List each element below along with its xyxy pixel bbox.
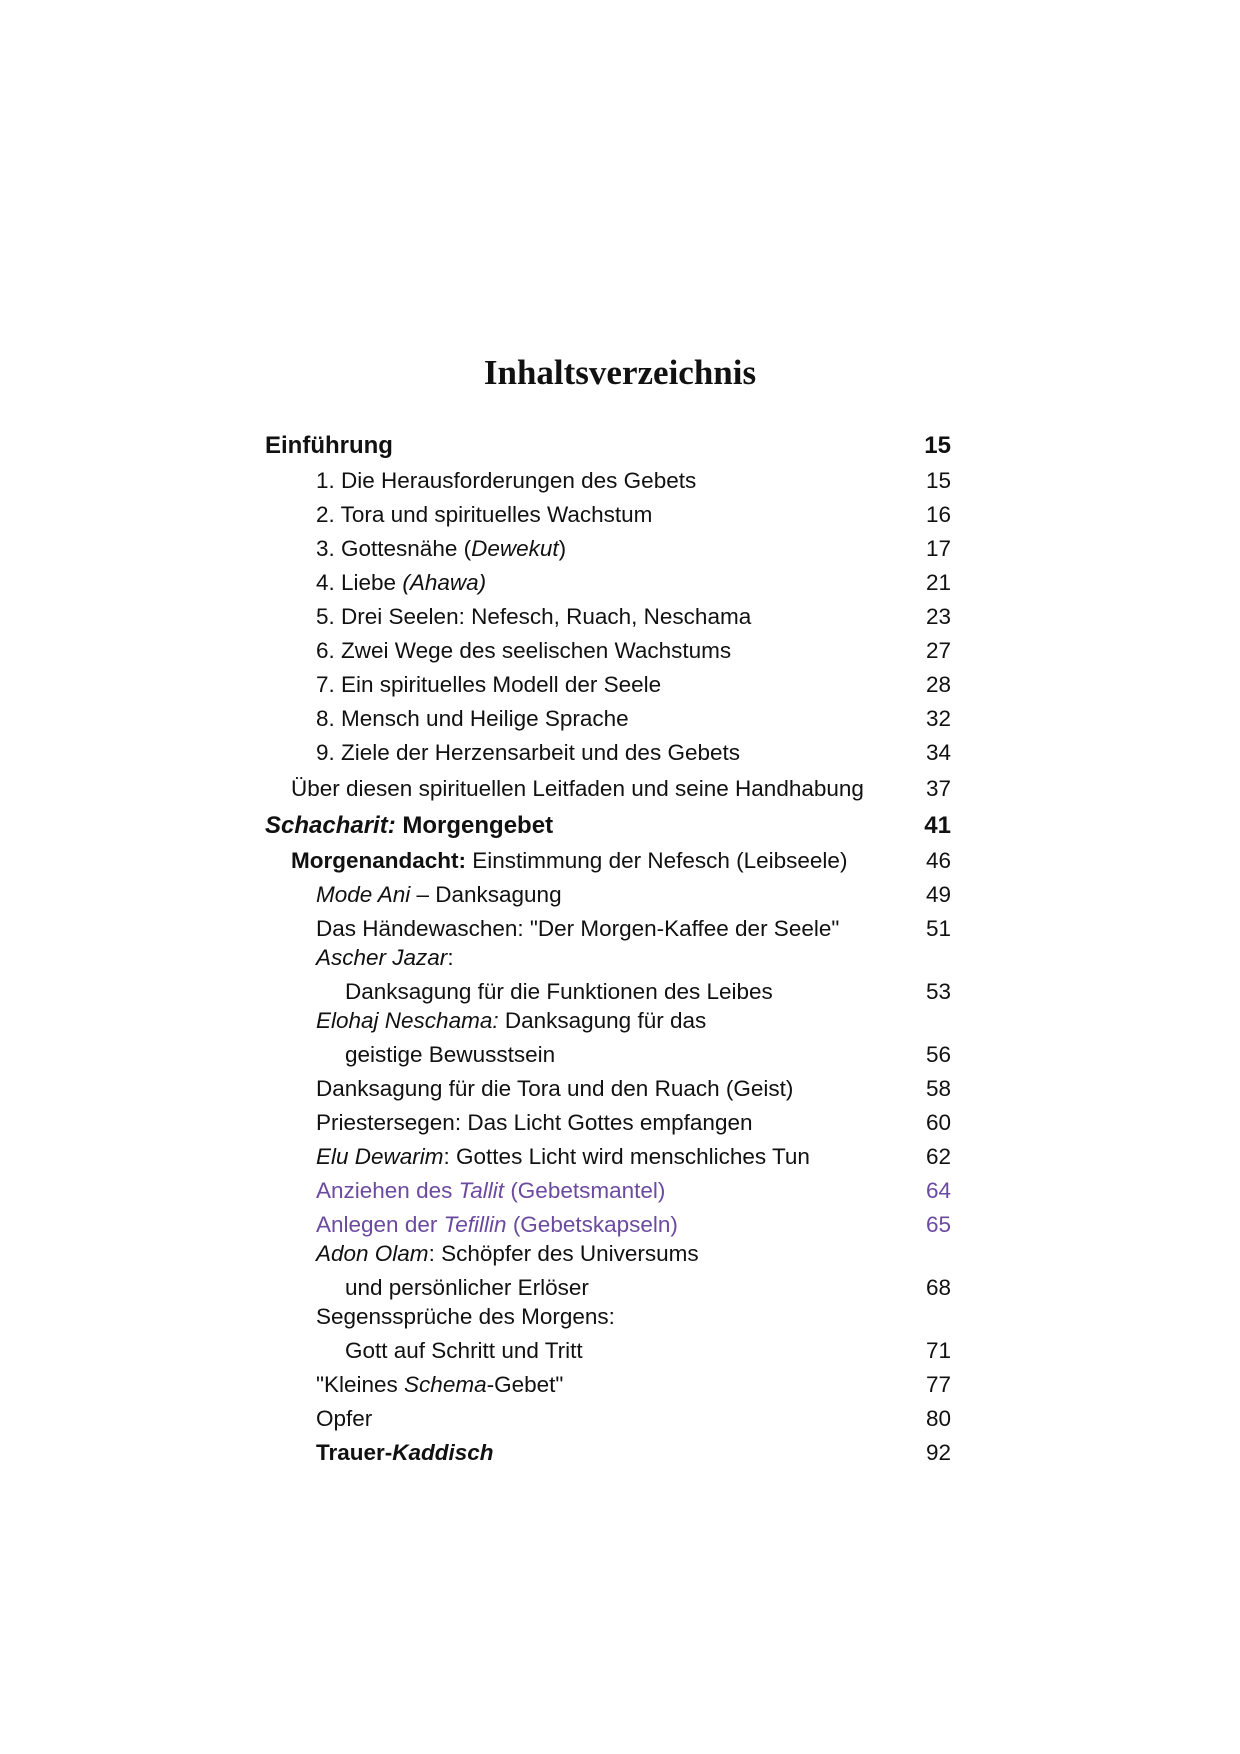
page-title: Inhaltsverzeichnis	[483, 353, 757, 392]
toc-chapter-7[interactable]	[265, 662, 951, 696]
toc-entry-label: 9. Ziele der Herzensarbeit und des Gebets	[316, 739, 740, 765]
toc-entry-label: 3. Gottesnähe (Dewekut)	[316, 535, 567, 561]
toc-entry-label: Trauer-Kaddisch	[316, 1439, 494, 1465]
table-of-contents	[265, 420, 951, 1464]
toc-entry-label: 4. Liebe (Ahawa)	[316, 569, 487, 595]
toc-chapter-9[interactable]	[265, 730, 951, 764]
toc-entry-label: "Kleines Schema-Gebet"	[316, 1371, 564, 1397]
toc-entry-priestersegen[interactable]	[265, 1100, 951, 1134]
toc-page-number: 60	[925, 1109, 951, 1135]
toc-entry-segenssprueche-cont[interactable]	[265, 1328, 951, 1362]
toc-entry-adon-olam-cont[interactable]	[265, 1265, 951, 1299]
toc-entry-tallit[interactable]	[265, 1168, 951, 1202]
toc-entry-label: 7. Ein spirituelles Modell der Seele	[316, 671, 662, 697]
toc-page-number: 56	[925, 1041, 951, 1067]
toc-entry-label: Opfer	[316, 1405, 373, 1431]
toc-entry-label: Mode Ani – Danksagung	[316, 881, 562, 907]
toc-chapter-6[interactable]	[265, 628, 951, 662]
toc-entry-label: Priestersegen: Das Licht Gottes empfangen	[316, 1109, 753, 1135]
toc-entry-label: Das Händewaschen: "Der Morgen-Kaffee der Seele"	[316, 915, 840, 941]
toc-page-number: 68	[925, 1274, 951, 1300]
toc-entry-trauer-kaddisch[interactable]	[265, 1430, 951, 1464]
toc-chapter-8[interactable]	[265, 696, 951, 730]
toc-page-number: 41	[924, 812, 951, 839]
toc-page-number: 53	[925, 978, 951, 1004]
toc-page-number: 32	[925, 705, 951, 731]
toc-entry-label: Adon Olam: Schöpfer des Universums	[316, 1240, 699, 1266]
toc-section-label: Einführung	[265, 432, 393, 459]
toc-page-number: 28	[925, 671, 951, 697]
toc-entry-elu-dewarim[interactable]	[265, 1134, 951, 1168]
toc-page-number: 27	[925, 637, 951, 663]
toc-page-number: 34	[925, 739, 951, 765]
toc-entry-label: und persönlicher Erlöser	[345, 1274, 589, 1300]
toc-entry-adon-olam[interactable]	[265, 1236, 951, 1265]
toc-page-number: 17	[925, 535, 951, 561]
toc-entry-label: Über diesen spirituellen Leitfaden und seine Handhabung	[291, 775, 864, 801]
toc-entry-opfer[interactable]	[265, 1396, 951, 1430]
toc-page-number: 65	[925, 1211, 951, 1237]
toc-page-number: 80	[925, 1405, 951, 1431]
toc-page-number: 51	[925, 915, 951, 941]
toc-entry-tora-ruach[interactable]	[265, 1066, 951, 1100]
toc-entry-label: Gott auf Schritt und Tritt	[345, 1337, 583, 1363]
toc-entry-mode-ani[interactable]	[265, 872, 951, 906]
toc-entry-label: Danksagung für die Tora und den Ruach (Geist)	[316, 1075, 794, 1101]
toc-entry-kleines-schema[interactable]	[265, 1362, 951, 1396]
toc-chapter-1[interactable]	[265, 458, 951, 492]
toc-entry-label: 2. Tora und spirituelles Wachstum	[316, 501, 653, 527]
toc-section-label: Schacharit: Morgengebet	[265, 812, 554, 839]
toc-page-number: 58	[925, 1075, 951, 1101]
toc-chapter-5[interactable]	[265, 594, 951, 628]
toc-page-number: 77	[925, 1371, 951, 1397]
toc-section-schacharit[interactable]	[265, 800, 951, 838]
toc-page-number: 92	[925, 1439, 951, 1465]
toc-page-number: 21	[925, 569, 951, 595]
toc-entry-label: Danksagung für die Funktionen des Leibes	[345, 978, 773, 1004]
toc-chapter-4[interactable]	[265, 560, 951, 594]
toc-entry-label: geistige Bewusstsein	[345, 1041, 556, 1067]
toc-entry-label: Elohaj Neschama: Danksagung für das	[316, 1007, 707, 1033]
toc-entry-ascher-jazar[interactable]	[265, 940, 951, 969]
toc-chapter-2[interactable]	[265, 492, 951, 526]
toc-page-number: 37	[925, 775, 951, 801]
toc-page-number: 64	[925, 1177, 951, 1203]
toc-page-number: 16	[925, 501, 951, 527]
toc-entry-label: Segenssprüche des Morgens:	[316, 1303, 615, 1329]
toc-page-number: 23	[925, 603, 951, 629]
toc-entry-label: 6. Zwei Wege des seelischen Wachstums	[316, 637, 732, 663]
toc-entry-label: 1. Die Herausforderungen des Gebets	[316, 467, 697, 493]
toc-section-einfuehrung[interactable]	[265, 420, 951, 458]
toc-entry-label: 8. Mensch und Heilige Sprache	[316, 705, 629, 731]
toc-entry-label: Anlegen der Tefillin (Gebetskapseln)	[316, 1211, 678, 1237]
toc-entry-haendewaschen[interactable]	[265, 906, 951, 940]
toc-entry-label: Anziehen des Tallit (Gebetsmantel)	[316, 1177, 666, 1203]
toc-page-number: 49	[925, 881, 951, 907]
toc-entry-ascher-jazar-cont[interactable]	[265, 969, 951, 1003]
toc-entry-elohaj-neschama-cont[interactable]	[265, 1032, 951, 1066]
toc-entry-label: Ascher Jazar:	[316, 944, 454, 970]
toc-entry-morgenandacht[interactable]	[265, 838, 951, 872]
toc-page-number: 62	[925, 1143, 951, 1169]
toc-page-number: 15	[924, 432, 951, 459]
toc-page-number: 46	[925, 847, 951, 873]
toc-page-number: 71	[925, 1337, 951, 1363]
toc-entry-segenssprueche[interactable]	[265, 1299, 951, 1328]
toc-entry-label: 5. Drei Seelen: Nefesch, Ruach, Neschama	[316, 603, 752, 629]
toc-chapter-3[interactable]	[265, 526, 951, 560]
toc-entry-label: Morgenandacht: Einstimmung der Nefesch (Leibseele)	[291, 847, 848, 873]
toc-entry-leitfaden[interactable]	[265, 764, 951, 800]
toc-entry-elohaj-neschama[interactable]	[265, 1003, 951, 1032]
toc-page-number: 15	[925, 467, 951, 493]
toc-entry-tefillin[interactable]	[265, 1202, 951, 1236]
toc-entry-label: Elu Dewarim: Gottes Licht wird menschliches Tun	[316, 1143, 810, 1169]
